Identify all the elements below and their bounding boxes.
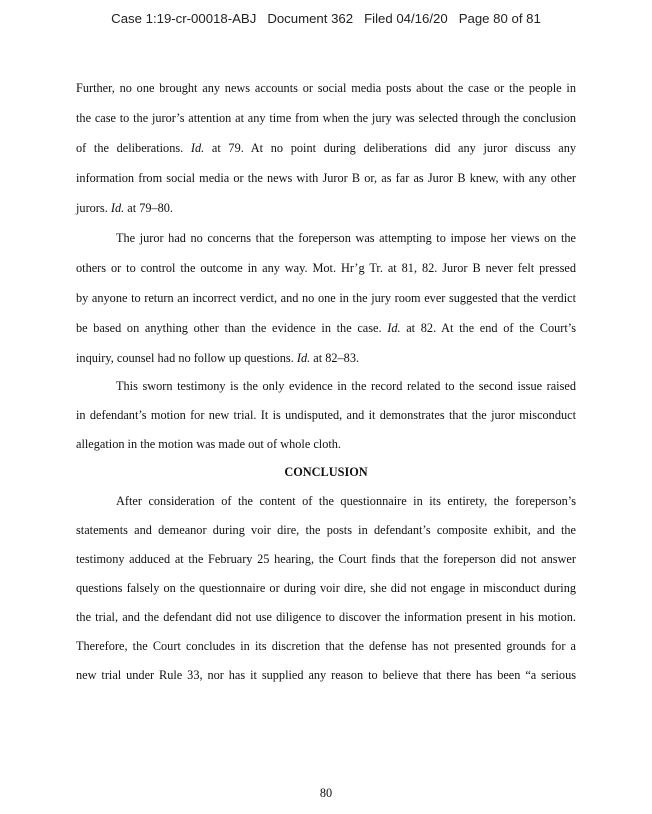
id-citation: Id. bbox=[387, 321, 401, 335]
body-line: the case to the juror’s attention at any time from when the jury was selected through the conclusion bbox=[76, 111, 576, 125]
filed-date: Filed 04/16/20 bbox=[364, 11, 448, 26]
line-segment: jurors. bbox=[76, 201, 111, 215]
body-line bbox=[76, 320, 576, 336]
body-line: new trial under Rule 33, nor has it supplied any reason to believe that there has been “a serious bbox=[76, 668, 576, 682]
body-line: questions falsely on the questionnaire or during voir dire, she did not engage in misconduct during bbox=[76, 581, 576, 595]
body-line: others or to control the outcome in any way. Mot. Hr’g Tr. at 81, 82. Juror B never felt pressed bbox=[76, 261, 576, 275]
section-heading: CONCLUSION bbox=[284, 465, 368, 479]
body-line: in defendant’s motion for new trial. It is undisputed, and it demonstrates that the juror misconduct bbox=[76, 408, 576, 422]
line-segment: at 82–83. bbox=[310, 351, 360, 365]
body-line: information from social media or the news with Juror B or, as far as Juror B knew, with any other bbox=[76, 171, 576, 185]
document-number: Document 362 bbox=[267, 11, 354, 26]
line-segment: inquiry, counsel had no follow up questions. bbox=[76, 351, 297, 365]
id-citation: Id. bbox=[110, 201, 125, 215]
body-line: by anyone to return an incorrect verdict, and no one in the jury room ever suggested that the verdict bbox=[76, 291, 576, 305]
line-segment: be based on anything other than the evidence in the case. bbox=[76, 321, 388, 335]
id-citation: Id. bbox=[190, 141, 205, 155]
page-of-pages: Page 80 of 81 bbox=[458, 11, 541, 26]
case-number: Case 1:19-cr-00018-ABJ bbox=[111, 11, 257, 26]
line-segment: at 82. At the end of the Court’s bbox=[400, 321, 576, 335]
body-line bbox=[76, 200, 576, 216]
body-line: allegation in the motion was made out of whole cloth. bbox=[76, 437, 342, 451]
body-line: testimony adduced at the February 25 hearing, the Court finds that the foreperson did not answer bbox=[76, 552, 576, 566]
body-line bbox=[76, 140, 576, 156]
body-line: the trial, and the defendant did not use diligence to discover the information present in his motion. bbox=[76, 610, 576, 624]
body-line: This sworn testimony is the only evidence in the record related to the second issue raised bbox=[116, 379, 576, 393]
line-segment: of the deliberations. bbox=[76, 141, 191, 155]
page-number: 80 bbox=[319, 786, 333, 800]
document-header bbox=[0, 11, 652, 26]
line-segment: at 79–80. bbox=[124, 201, 174, 215]
id-citation: Id. bbox=[296, 351, 311, 365]
body-line: After consideration of the content of the questionnaire in its entirety, the foreperson’s bbox=[116, 494, 576, 508]
body-line: Therefore, the Court concludes in its discretion that the defense has not presented grounds for a bbox=[76, 639, 576, 653]
body-line: statements and demeanor during voir dire, the posts in defendant’s composite exhibit, and the bbox=[76, 523, 576, 537]
body-line bbox=[76, 350, 576, 366]
line-segment: at 79. At no point during deliberations did any juror discuss any bbox=[204, 141, 576, 155]
body-line: The juror had no concerns that the foreperson was attempting to impose her views on the bbox=[116, 231, 576, 245]
body-line: Further, no one brought any news accounts or social media posts about the case or the people in bbox=[76, 81, 576, 95]
